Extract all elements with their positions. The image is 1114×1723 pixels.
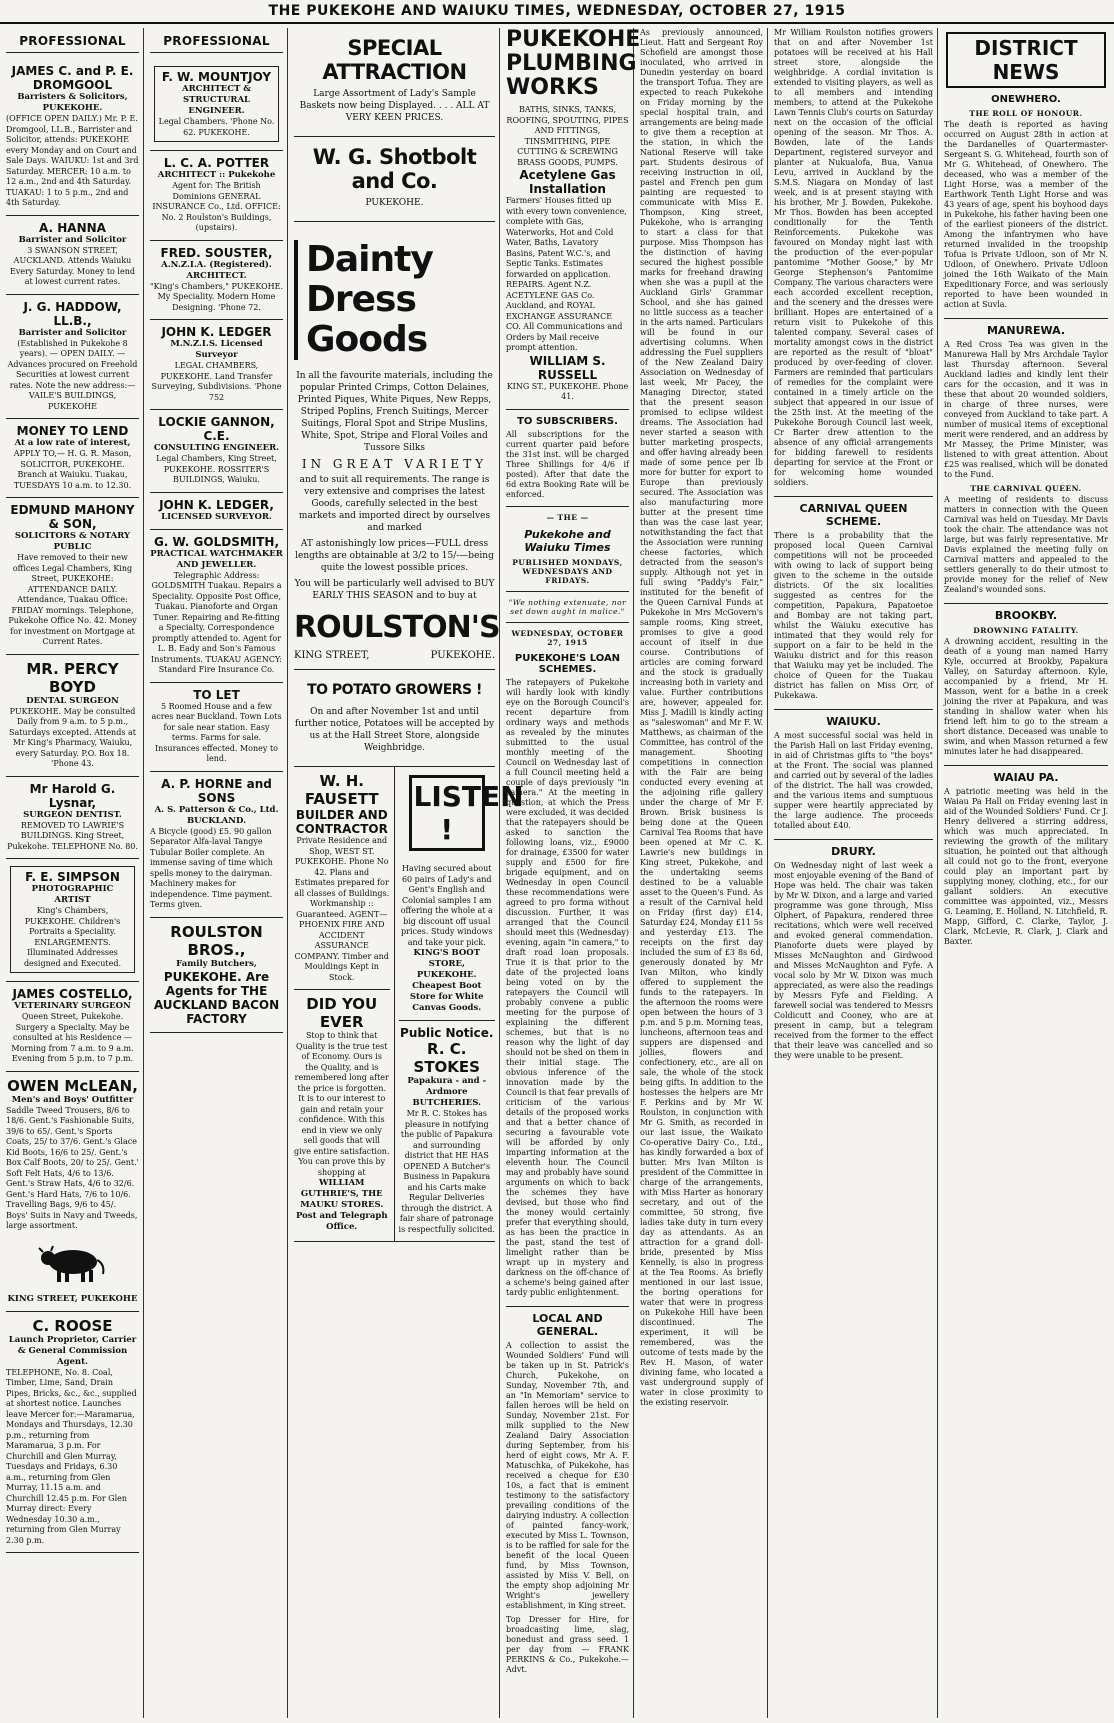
- ad-goldsmith: [150, 530, 283, 683]
- ad-text: (OFFICE OPEN DAILY.) Mr. P. E. Dromgool, LL.B., Barrister and Solicitor, attends: PUKEKOHE every Monday and on Court and Sale Days. WAIUKU: 1st and 3rd Saturday. MERCER: 10 a.m. to 12 a.m., 2nd and 4th Saturday. TUAKAU: 1 to 5 p.m., 2nd and 4th Saturday.: [6, 114, 139, 207]
- ad-text: Legal Chambers. 'Phone No. 62. PUKEKOHE.: [158, 117, 275, 137]
- article-body: There is a probability that the proposed local Queen Carnival competitions will not be proceeded with owing to lack of support being given to the scheme in the outside districts. Of the six localities suggested as centres for the competition, Papakura, Papatoetoe and Bombay are not taking part, whilst the Waiuku executive has intimated that they would rely for support on a fair to be held in the Waiuku district and for this reason that Waiuku may yet be included. The choice of Queen for the Tuakau district has fallen on Miss Orr, of Pukekawa.: [774, 531, 933, 700]
- ad-text: Have removed to their new offices Legal Chambers, King Street, PUKEKOHE: ATTENDANCE DAILY. Attendance, Tuakau Office: FRIDAY mornings. Telephone, Pukekohe Office No. 42. Money for investment on Mortgage at Current Rates.: [8, 553, 137, 646]
- ad-text: In all the favourite materials, including the popular Printed Crimps, Cotton Delaines, Printed Piques, White Piques, New Repps, Striped Poplins, French Suitings, Mercer Suitings, Floral Spot and Stripe Muslins, White, Spot, Stripe and Floral Voiles and Tussore Silks: [296, 371, 493, 453]
- ad-text-variety: IN GREAT VARIETY: [301, 457, 488, 471]
- ad-subtitle: ARCHITECT :: Pukekohe: [157, 170, 276, 180]
- subscribers-heading: TO SUBSCRIBERS.: [517, 415, 618, 427]
- ad-dromgool: [6, 59, 139, 216]
- divider: [506, 506, 629, 507]
- advert-notice: Top Dresser for Hire, for broadcasting lime, slag, bonedust and grass seed. 1 per day from — FRANK PERKINS & Co., Pukekohe.—Advt.: [506, 1614, 629, 1674]
- ad-haddow: [6, 295, 139, 420]
- ad-title: TO LET: [193, 687, 240, 702]
- ad-gannon: [150, 410, 283, 493]
- section-subtitle: DROWNING FATALITY.: [973, 626, 1079, 635]
- ad-address: [294, 650, 495, 661]
- article-title: LOCAL AND GENERAL.: [506, 1306, 629, 1338]
- ad-text: You will be particularly well advised to BUY EARLY THIS SEASON and to buy at: [294, 579, 495, 601]
- ad-souster: [150, 241, 283, 321]
- ad-text: (Established in Pukekohe 8 years). — OPEN DAILY. — Advances procured on Freehold Securities at lowest current rates. Note the new address:— VAILE'S BUILDINGS, PUKEKOHE: [7, 338, 138, 411]
- ad-text: Farmers' Houses fitted up with every town convenience, complete with Gas, Waterworks, Hot and Cold Water, Baths, Lavatory Basins, Patent W.C.'s, and Septic Tanks. Estimates forwarded on application. REPAIRS. Agent N.Z. ACETYLENE GAS Co. Auckland, and ROYAL EXCHANGE ASSURANCE CO. All Communications and Orders by Mail receive prompt attention.: [506, 196, 627, 352]
- ad-title-line1: Dainty: [306, 239, 433, 280]
- ad-street: KING STREET,: [294, 650, 370, 661]
- bull-illustration: [33, 1236, 113, 1286]
- ad-subtitle: At a low rate of interest,: [14, 438, 131, 448]
- ad-shotbolt: [294, 137, 495, 222]
- ad-text: REMOVED TO LAWRIE'S BUILDINGS. King Street, Pukekohe. TELEPHONE No. 80.: [7, 820, 138, 851]
- ad-title-line2: Dress Goods: [306, 279, 428, 360]
- article-body: Mr William Roulston notifies growers that on and after November 1st potatoes will be received at his Hall street store, alongside the weighbridge. A cordial invitation is extended to visiting players, as well as to all members and intending members, to attend at the Pukekohe Lawn Tennis Club's courts on Saturday next on the occasion of the official opening of the season. Mr Thos. A. Bowden, late of the Lands Department, registered surveyor and planter at Nukualofa, Bua, Vanua Levu, arrived in Auckland by the S.M.S. Niagara on Monday of last week, and is at present staying with his brother, Mr J. Bowden, Pukekohe. Mr Thos. Bowden has been accepted conditionally for the Tenth Reinforcements. Pukekohe was favoured on Monday night last with the production of the ever-popular pantomime "Mother Goose," by Mr George Stephenson's Pantomime Company. The various characters were each accorded excellent reception, and the scenery and the dresses were brilliant. Hopes are entertained of a return visit to Pukekohe of this talented company. Several cases of mortality amongst cows in the district are reported as the result of "bloat" produced by over-feeding of clover. Farmers are reminded that particulars of remedies for the complaint were contained in a timely article on the subject that appeared in our issue of the 25th inst. At the meeting of the Pukekohe Borough Council last week, Cr Barter drew attention to the absence of any official arrangements for bidding farewell to residents departing for service at the Front or for welcoming home wounded soldiers.: [774, 28, 933, 487]
- ad-subtitle: Launch Proprietor, Carrier & General Commission Agent.: [8, 1334, 137, 1367]
- ad-fausett-inner: [294, 767, 390, 989]
- article-body: A collection to assist the Wounded Soldiers' Fund will be taken up in St. Patrick's Church, Pukekohe, on Sunday, November 7th, and an "In Memoriam" service to fallen heroes will be held on Sunday, November 21st. For milk supplied to the New Zealand Dairy Association during September, from his herd of eight cows, Mr A. F. Matuschka, of Pukekohe, has received a cheque for £30 10s, a fact that is eminent testimony to the satisfactory prevailing conditions of the dairying industry. A collection of painted fancy-work, executed by Miss L. Townson, is to be raffled for sale for the benefit of the local Queen fund, by Miss Townson, assisted by Miss V. Bell, on the empty shop adjoining Mr Wright's jewellery establishment, in King street.: [506, 1340, 629, 1610]
- article-body: A Red Cross Tea was given in the Manurewa Hall by Mrs Archdale Taylor last Thursday afternoon. Several Auckland ladies and kindly lent their cars for the occasion, and it was in these that about 20 wounded soldiers, in charge of three nurses, were conveyed from Auckland to take part. A number of musical items of exceptional merit were rendered, and an address by Mr Massey, the Prime Minister, was listened to with great attention. About £25 was realised, which will be donated to the Fund.: [944, 340, 1108, 479]
- article-body: A meeting of residents to discuss matters in connection with the Queen Carnival was held on Tuesday. Mr Davis took the chair. The attendance was not large, but was fairly representative. Mr Davis explained the meeting fully on Carnival matters and appealed to the settlers generally to do their utmost to provide money for the relief of New Zealand's wounded sons.: [944, 495, 1108, 594]
- ad-text: LEGAL CHAMBERS, PUKEKOHE. Land Transfer Surveying, Subdivisions. 'Phone 752: [151, 361, 282, 402]
- ad-title: DID YOU EVER: [306, 995, 378, 1031]
- district-news-title: DISTRICT NEWS: [946, 32, 1106, 88]
- ad-subtitle: PUKEKOHE.: [365, 198, 424, 208]
- ad-text: Stop to think that Quality is the true test of Economy. Ours is the Quality, and is remembered long after the price is forgotten. It is to our interest to gain and retain your confidence. With this end in view we only sell goods that will give entire satisfaction. You can prove this by shopping at: [294, 1031, 390, 1177]
- ad-title: LOCKIE GANNON, C.E.: [158, 415, 275, 443]
- ad-subtitle: LICENSED SURVEYOR.: [161, 511, 272, 522]
- ad-row: [294, 767, 524, 1242]
- ad-subtitle: Family Butchers,: [176, 958, 257, 969]
- ad-text: Saddle Tweed Trousers, 8/6 to 18/6. Gent.'s Fashionable Suits, 39/6 to 65/. Gent.'s Sports Coats, 25/ to 37/6. Gent.'s Glace Kid Boots, 16/6 to 25/. Gent.'s Box Calf Boots, 20/ to 25/. Gent.' Soft Felt Hats, 4/6 to 13/6. Gent.'s Straw Hats, 4/6 to 32/6. Gent.'s Hard Hats, 7/6 to 10/6. Travelling Bags, 9/6 to 45/. Boys' Suits in Navy and Tweeds, large assortment.: [6, 1105, 139, 1230]
- ad-hanna: [6, 216, 139, 295]
- paper-name: Pukekohe and Waiuku Times: [524, 527, 611, 554]
- article-title: CARNIVAL QUEEN SCHEME.: [774, 496, 933, 528]
- ad-name: WILLIAM S. RUSSELL: [529, 353, 606, 382]
- ad-box: [10, 866, 135, 973]
- article-body: A most successful social was held in the Parish Hall on last Friday evening, in aid of Christmas gifts to "the boys" at the Front. The social was planned and carried out by several of the ladies of the district. The hall was crowded, and the various items and sumptuous supper were heartily appreciated by the large audience. The proceeds totalled about £40.: [774, 731, 933, 830]
- ad-text: Large Assortment of Lady's Sample Baskets now being Displayed. . . . ALL AT VERY KEEN PRICES.: [299, 89, 490, 123]
- article-body: As previously announced, Lieut. Hatt and Sergeant Roy Schofield are amongst those inoculated, who arrived in Dunedin yesterday on board the transport Tofua. They are expected to reach Pukekohe on Friday morning by the special hospital train, and arrangements are being made to give them a reception at the station, in which the National Reserve will take part. Students desirous of receiving instruction in oil, pastel and French pen gum painting are requested to communicate with Miss E. Thompson, King street, Pukekohe, who is arranging to start a class for that purpose. Miss Thompson has the distinction of having secured the highest possible marks for freehand drawing when she was a pupil at the Auckland Girls' Grammar School, and she has gained no little success as a teacher in the arts named. Particulars will be found in our advertising columns. When addressing the Fuel suppliers of the New Zealand Dairy Association on Wednesday of last week, Mr Pacey, the Managing Director, stated that the present season promised to eclipse wildest dreams. The Association had never started a season with butter marketing prospects, and offer having already been made of some pence per lb more for butter for export to Europe than previously secured. The Association was also manufacturing more butter at the present time than was the case last year, notwithstanding the fact that the Association were running cheese factories, which detracted from the season's supply. Although not yet in full swing "Paddy's Fair," instituted for the benefit of the Queen Carnival Funds at Pukekohe in Mrs McGovern's sample rooms, King street, promises to give a good account of itself in due course. Contributions of articles are coming forward and the stock is gradually increasing both in variety and value. Further contributions are, however, appealed for. Miss J. Madill is kindly acting as "saleswoman" and Mr F. W. Matthews, as chairman of the Committee, has control of the management. Shooting competitions in connection with the Fair are being conducted every evening at the adjoining rifle gallery under the charge of Mr F. Brown. Brisk business is being done at the Queen Carnival Tea Rooms that have been opened at Mr C. K. Lawrie's new buildings in King street, Pukekohe, and the undertaking seems destined to be a valuable asset to the Queen's Fund. As a result of the Carnival held on Friday (first day) £14, Saturday £24, Monday £11 5s and yesterday £13. The receipts on the first day included the sum of £3 8s 6d, generously donated by Mr Ivan Milton, who kindly offered to supplement the funds to the ratepayers. In the afternoon the rooms were open between the hours of 3 p.m. and 5 p.m. Morning teas, luncheons, afternoon teas and suppers are dispensed and jollies, flowers and confectionery, etc., are all on sale, the whole of the stock being gifts. In addition to the hostesses the helpers are Mr F. Perkins and by Mr W. Roulston, in conjunction with Mr G. Smith, as recorded in our last issue, the Waikato Co-operative Dairy Co., Ltd., has kindly forwarded a box of butter. Mrs Ivan Milton is president of the Committee in charge of the arrangements, with Miss Harter as honorary secretary, and out of the committee, 50 strong, five ladies take duty in turn every day as attendants. As an attraction for a grand doll-bride, presented by Miss Kennelly, is also in progress at the Tea Rooms. As briefly mentioned in our last issue, the boring operations for water that were in progress on Pukekohe Hill have been discontinued. The experiment, it will be remembered, was the outcome of tests made by the Rev. H. Mason, of water divining fame, who located a vast underground supply of water in close proximity to the existing reservoir.: [640, 28, 763, 1407]
- ad-title: JOHN K. LEDGER,: [159, 497, 274, 512]
- ad-text: A Bicycle (good) £5. 90 gallon Separator Alfa-laval Tangye Tubular Boiler complete. An immense saving of time which spells money to the dairyman. Machinery makes for independence. Time payment. Terms given.: [150, 826, 273, 909]
- ad-subtitle: SURGEON DENTIST.: [23, 809, 122, 820]
- ad-text: AT astonishingly low prices—FULL dress lengths are obtainable at 3/2 to 15/-—being quite the lowest possible prices.: [295, 539, 494, 573]
- ad-to-let: [150, 683, 283, 772]
- ad-subtitle: Barrister and Solicitor: [18, 234, 127, 245]
- article-title: WAIUKU.: [774, 709, 933, 728]
- ad-title: W. G. Shotbolt and Co.: [312, 145, 477, 193]
- ad-subtitle: VETERINARY SURGEON: [14, 1001, 131, 1011]
- ad-headline: [294, 240, 495, 360]
- ad-text: Legal Chambers, King Street, PUKEKOHE. ROSSITER'S BUILDINGS, Waiuku.: [156, 454, 277, 484]
- ad-listen: [395, 767, 524, 1241]
- ad-ledger-2: [150, 493, 283, 530]
- ad-title: MR. PERCY BOYD: [26, 659, 119, 696]
- ad-dainty-dress-goods: [294, 222, 500, 670]
- ad-title: ROULSTON BROS.,: [170, 922, 263, 959]
- ad-potato-growers: [294, 670, 495, 767]
- ad-costello: [6, 982, 139, 1072]
- divider: [506, 622, 629, 623]
- ad-footer: KING STREET, PUKEKOHE: [7, 1293, 138, 1304]
- ad-subtitle: KING'S BOOT STORE, PUKEKOHE. Cheapest Boot Store for White Canvas Goods.: [409, 948, 484, 1013]
- ad-title: LISTEN !: [409, 775, 486, 851]
- ad-text: On and after November 1st and until further notice, Potatoes will be accepted by us at the Hall Street Store, alongside Weighbridge.: [294, 707, 495, 753]
- ad-subtitle: SOLICITORS & NOTARY PUBLIC: [14, 531, 131, 552]
- ad-title: A. P. HORNE and SONS: [161, 776, 272, 805]
- ad-address: KING ST., PUKEKOHE. Phone 41.: [506, 381, 629, 401]
- ad-lysnar: [6, 777, 139, 860]
- ad-percy-boyd: [6, 655, 139, 777]
- ad-title: C. ROOSE: [32, 1316, 113, 1335]
- ad-roulston-bros: [150, 918, 283, 1033]
- ad-money-to-lend: [6, 419, 139, 498]
- subscribers-text: All subscriptions for the current quarter paid before the 31st inst. will be charged Three Shillings for 4/6 if posted). After that date the 6d extra Booking Rate will be enforced.: [506, 429, 629, 499]
- plumbing-title: PUKEKOHE PLUMBING WORKS: [506, 27, 641, 100]
- ad-title: EDMUND MAHONY & SON,: [10, 503, 135, 531]
- ad-listen-inner: [399, 859, 496, 1020]
- ad-text: Queen Street, Pukekohe. Surgery a Specialty. May be consulted at his Residence — Morning from 7 a.m. to 9 a.m. Evening from 5 p.m. to 7 p.m.: [11, 1012, 134, 1063]
- article-body: The ratepayers of Pukekohe will hardly look with kindly eye on the Borough Council's recent departure from ordinary ways and methods as revealed by the minutes submitted to the usual monthly meeting of the Council on Wednesday last of a full Council meeting held a couple of days previously "in camera." At the meeting in question, at which the Press were excluded, it was decided that the ratepayers should be asked to sanction the following loans, viz., £9000 for drainage, £3500 for water supply and £500 for fire brigade equipment, and on Wednesday in open Council these recommendations were agreed to pro forma without discussion. Further, it was arranged that the Council should meet this (Wednesday) evening, again "in camera," to draft road loan proposals. True it is that prior to the date of the projected loans being voted on by the ratepayers the Council will probably convene a public meeting for the purpose of explaining the different schemes, but that is no reason why the light of day should not be shed on them in their initial stage. The obvious inference of the innovation made by the Council is that fear prevails of criticism of the various details of the proposed works and that a better chance of securing a favourable vote will be afforded by only imparting information at the eleventh hour. The Council may and probably have sound arguments on which to back the schemes they have devised, but those who find the money would certainly prefer that everything should, as has been the practice in the past, stand the test of limelight rather than be wrapt up in mystery and darkness on the off-chance of a scheme's being gained after tardy public enlightenment.: [506, 677, 629, 1297]
- ad-title: MONEY TO LEND: [16, 424, 129, 438]
- ad-guthrie: [294, 989, 390, 1239]
- ad-mountjoy: [150, 59, 283, 151]
- ad-subtitle: A. S. Patterson & Co., Ltd. BUCKLAND.: [154, 804, 279, 826]
- ad-name: R. C. STOKES: [413, 1040, 480, 1076]
- ad-subtitle: A.N.Z.I.A. (Registered). ARCHITECT.: [161, 259, 272, 281]
- ad-subtitle: PHOTOGRAPHIC ARTIST: [31, 884, 114, 905]
- ad-text: and to suit all requirements. The range is very extensive and comprises the latest Goods, carefully selected in the best markets and imported direct by ourselves and marked: [298, 475, 491, 533]
- ad-text: TELEPHONE, No. 8. Coal, Timber, Lime, Sand, Drain Pipes, Bricks, &c., &c., supplied at shortest notice. Launches leave Mercer for:—Maramarua, Mondays and Thursdays, 12.30 p.m., returning from Maramarua, 3 p.m. For Churchill and Glen Murray, Tuesdays and Fridays, 6.30 a.m., returning from Glen Murray, 11.15 a.m. and Churchill 12.45 p.m. For Glen Murray direct: Every Wednesday 10.30 a.m., returning from Glen Murray 2.30 p.m.: [6, 1367, 137, 1545]
- ad-subtitle: BUILDER AND CONTRACTOR: [295, 808, 388, 836]
- ad-roulstons: ROULSTON'S: [294, 610, 500, 645]
- column-professional-2: [146, 28, 288, 1718]
- ad-text: Agent for: The British Dominions GENERAL INSURANCE Co., Ltd. OFFICE: No. 2 Roulston's Buildings, (upstairs).: [152, 181, 281, 232]
- section-title: WAIAU PA.: [944, 765, 1108, 784]
- ad-title: Public Notice.: [400, 1026, 494, 1040]
- paper-publication: PUBLISHED MONDAYS, WEDNESDAYS AND FRIDAYS.: [512, 557, 623, 585]
- ad-title: L. C. A. POTTER: [163, 156, 270, 170]
- ad-special-attraction: [294, 28, 495, 137]
- ad-text: Mr R. C. Stokes has pleasure in notifying the public of Papakura and surrounding district that HE HAS OPENED A Butcher's Business in Papakura and his Carts make Regular Deliveries through the district. A fair share of patronage is respectfully solicited.: [398, 1109, 495, 1234]
- ad-title: Mr Harold G. Lysnar,: [29, 781, 116, 810]
- column-news: [636, 28, 768, 1718]
- ad-title: JAMES C. and P. E. DROMGOOL: [11, 64, 134, 92]
- paper-the: — THE —: [546, 512, 589, 522]
- masthead: THE PUKEKOHE AND WAIUKU TIMES, WEDNESDAY, OCTOBER 27, 1915: [0, 0, 1114, 24]
- divider: [506, 591, 629, 592]
- ad-title: JOHN K. LEDGER: [161, 325, 272, 339]
- ad-title: OWEN McLEAN,: [7, 1076, 138, 1095]
- ad-mahony: [6, 498, 139, 655]
- column-plumbing-editorial: [502, 27, 641, 1718]
- ad-owen-mclean: [6, 1072, 139, 1312]
- ad-text: "King's Chambers," PUKEKOHE. My Speciality. Modern Home Designing. 'Phone 72.: [150, 281, 283, 312]
- column-advertisements: [290, 28, 524, 1718]
- section-title: MANUREWA.: [944, 318, 1108, 337]
- section-title: ONEWHERO.: [991, 94, 1061, 105]
- ad-subtitle: Men's and Boys' Outfitter: [11, 1094, 134, 1105]
- dateline: WEDNESDAY, OCTOBER 27, 1915: [511, 628, 624, 647]
- ad-title: G. W. GOLDSMITH,: [153, 534, 280, 549]
- ad-text: Having secured about 60 pairs of Lady's and Gent's English and Colonial samples I am offering the whole at a big discount off usual prices. Study windows and take your pick.: [400, 864, 493, 947]
- ad-subtitle: Barristers & Solicitors, PUKEKOHE.: [17, 92, 128, 113]
- ad-ledger-1: [150, 320, 283, 410]
- ad-subtitle: ARCHITECT & STRUCTURAL ENGINEER.: [182, 84, 251, 116]
- ad-title: J. G. HADDOW, LL.B.,: [23, 299, 122, 328]
- ad-subtitle: Papakura - and - Ardmore BUTCHERIES.: [407, 1076, 487, 1108]
- article-title: DRURY.: [774, 839, 933, 858]
- section-subtitle: THE CARNIVAL QUEEN.: [970, 484, 1082, 493]
- ad-title: TO POTATO GROWERS !: [307, 682, 482, 698]
- ad-text: Telegraphic Address: GOLDSMITH Tuakau. Repairs a Speciality. Opposite Post Office, Tuakau. Pianoforte and Organ Tuner. Repairing and Re-fitting a Specialty. Correspondence promptly attended to. Agent for L. B. Eady and Son's Famous Instruments. TUAKAU AGENCY: Standard Fire Insurance Co.: [151, 570, 282, 674]
- ad-subtitle: WILLIAM GUTHRIE'S, THE MAUKU STORES. Post and Telegraph Office.: [295, 1178, 388, 1232]
- ad-town: PUKEKOHE.: [430, 650, 495, 661]
- ad-text: PUKEKOHE. Are Agents for THE AUCKLAND BACON FACTORY: [153, 969, 280, 1026]
- ad-text: APPLY TO,— H. G. R. Mason, SOLICITOR, PUKEKOHE. Branch at Waiuku. Tuakau, TUESDAYS 10 a.m. to 12.30.: [13, 449, 132, 490]
- ad-horne: [150, 772, 283, 918]
- article-title: PUKEKOHE'S LOAN SCHEMES.: [514, 652, 621, 675]
- ad-text: BATHS, SINKS, TANKS, ROOFING, SPOUTING, PIPES AND FITTINGS, TINSMITHING, PIPE CUTTING & SCREWING BRASS GOODS, PUMPS.: [506, 105, 629, 167]
- paper-motto: "We nothing extenuate, nor set down aught in malice.": [508, 597, 627, 616]
- ad-subtitle: CONSULTING ENGINEER.: [153, 443, 280, 453]
- ad-title: A. HANNA: [39, 220, 106, 235]
- ad-title: JAMES COSTELLO,: [12, 987, 133, 1001]
- ad-subtitle: Acetylene Gas Installation: [519, 168, 616, 196]
- column-local-news: [770, 28, 938, 1718]
- ad-title: SPECIAL ATTRACTION: [322, 36, 467, 84]
- ad-simpson: [6, 859, 139, 982]
- article-body: A patriotic meeting was held in the Waiau Pa Hall on Friday evening last in aid of the Wounded Soldiers' Fund. Cr J. Henry delivered a stirring address, which was much appreciated. In reviewing the growth of the military situation, he pointed out that although all could not go to the front, everyone could play an important part by supplying money, clothing, etc., for our gallant soldiers. An executive committee was appointed, viz., Messrs G. Leaming, E. Holland, N. Litchfield, R. Mapp, Gifford, C. Clarke, Taylor, J. Clark, McLevie, R. Clark, J. Clark and Baxter.: [944, 787, 1108, 946]
- ad-text: 5 Roomed House and a few acres near Buckland. Town Lots for sale near station. Easy terms. Farms for sale. Insurances effected. Money to lend.: [151, 701, 282, 763]
- ad-subtitle: M.N.Z.I.S. Licensed Surveyor: [170, 339, 263, 360]
- ad-potter: [150, 151, 283, 241]
- column-district-news: [940, 28, 1112, 1718]
- section-title: BROOKBY.: [944, 603, 1108, 622]
- article-body: The death is reported as having occurred on August 28th in action at the Dardanelles of Quartermaster-Sergeant S. G. Whitehead, fourth son of Mr G. Whitehead, of Onewhero. The deceased, who was a member of the Light Horse, was a member of the Earthwork Tenth Light Horse and was 43 years of age, spent his boyhood days in Pukekohe, his father having been one of the earliest pioneers of the district. Among the infantrymen who have returned invalided in the troopship Tofua is Private Udloon, son of Mr N. Udloon, of Onewhero. Private Udloon joined the 16th Waikato of the Main Expeditionary Force, and was seriously reported to have been wounded in action at Suvla.: [944, 120, 1108, 309]
- ad-title: FRED. SOUSTER,: [160, 245, 273, 260]
- article-body: A drowning accident, resulting in the death of a young man named Harry Kyle, occurred at Brookby, Papakura Valley, on Saturday afternoon. Kyle, accompanied by a friend, Mr H. Masson, went for a bathe in a creek joining the river at Papakura, and was standing in shallow water when his friend left him to go to the stream a short distance. Deceased was unable to swim, and when Masson returned a few minutes later he had disappeared.: [944, 637, 1108, 756]
- ad-subtitle: DENTAL SURGEON: [26, 695, 119, 706]
- ad-stokes: [399, 1020, 496, 1241]
- ad-subtitle: PRACTICAL WATCHMAKER AND JEWELLER.: [150, 548, 283, 570]
- ad-text: Private Residence and Shop, WEST ST. PUKEKOHE. Phone No 42. Plans and Estimates prepared for all classes of Buildings. Workmanship :: Guaranteed. AGENT—PHOENIX FIRE AND ACCIDENT ASSURANCE COMPANY. Timber and Mouldings Kept in Stock.: [294, 836, 390, 982]
- ad-subtitle: Barrister and Solicitor: [18, 327, 127, 338]
- ad-title: F. W. MOUNTJOY: [161, 70, 272, 84]
- ad-text: King's Chambers, PUKEKOHE. Children's Portraits a Speciality. ENLARGEMENTS. Illuminated Addresses designed and Executed.: [23, 906, 122, 968]
- section-heading: PROFESSIONAL: [150, 28, 283, 53]
- ad-title: F. E. SIMPSON: [25, 870, 120, 884]
- section-subtitle: THE ROLL OF HONOUR.: [969, 109, 1083, 118]
- article-body: On Wednesday night of last week a most enjoyable evening of the Band of Hope was held. The chair was taken by Mr W. Dixon, and a large and varied programme was gone through, Miss Olphert, of Papakura, rendered three recitations, which were well received and evoked general commendation. Pianoforte duets were played by Misses McNaughton and Girdwood and Misses McNaughton and Fyfe. A vocal solo by Mr W. Dixon was much appreciated, as were also the readings by Messrs Fyfe and Fielding. A farewell social was tendered to Messrs Coldicutt and Cooney, who are at present in camp, but a telegram received from the former to the effect that their leave was cancelled and so they were unable to be present.: [774, 861, 933, 1060]
- ad-text: 3 SWANSON STREET, AUCKLAND. Attends Waiuku Every Saturday. Money to lend at lowest current rates.: [10, 245, 135, 286]
- ad-fausett: [294, 767, 395, 1241]
- ad-roose: [6, 1312, 139, 1554]
- ad-plumbing: [506, 100, 629, 410]
- column-professional-1: [2, 28, 144, 1718]
- ad-box: [154, 66, 279, 142]
- section-heading: PROFESSIONAL: [6, 28, 139, 53]
- ad-title: W. H. FAUSETT: [304, 772, 379, 808]
- ad-text: PUKEKOHE. May be consulted Daily from 9 a.m. to 5 p.m., Saturdays excepted. Attends at Mr King's Pharmacy, Waiuku, every Saturday. P.O. Box 18. 'Phone 43.: [9, 706, 136, 768]
